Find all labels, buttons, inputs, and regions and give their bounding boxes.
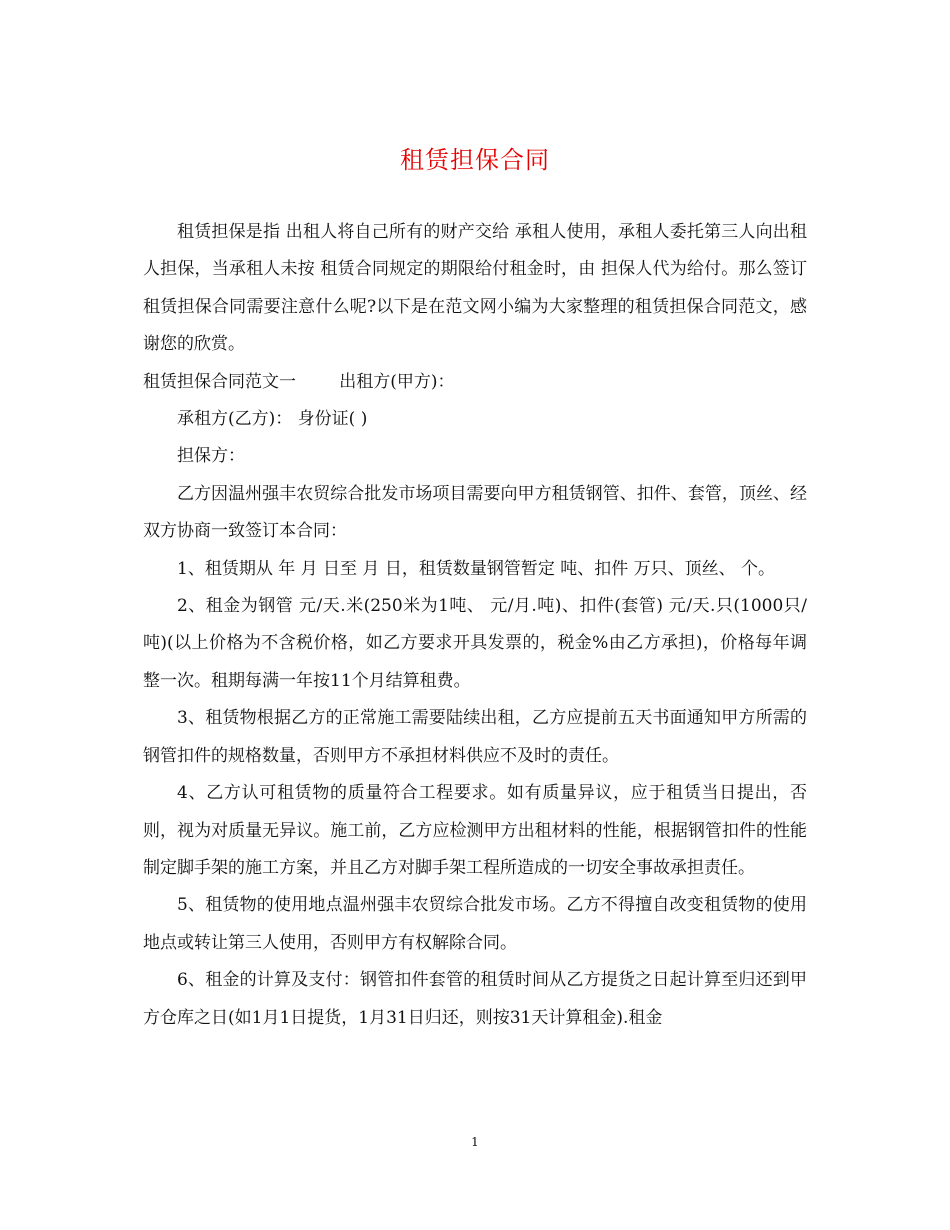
- clause-3: 3、租赁物根据乙方的正常施工需要陆续出租，乙方应提前五天书面通知甲方所需的钢管扣件的规格数量，否则甲方不承担材料供应不及时的责任。: [143, 708, 807, 766]
- clause-5: 5、租赁物的使用地点温州强丰农贸综合批发市场。乙方不得擅自改变租赁物的使用地点或转让第三人使用，否则甲方有权解除合同。: [143, 895, 807, 953]
- clause-2: 2、租金为钢管 元/天.米(250米为1吨、 元/月.吨)、扣件(套管) 元/天.只(1000只/吨)(以上价格为不含税价格，如乙方要求开具发票的，税金%由乙方承担)，价格每年调整一次。租期每满一年按11个月结算租费。: [143, 596, 807, 691]
- party-heading-row: [143, 364, 807, 401]
- clause-4: 4、乙方认可租赁物的质量符合工程要求。如有质量异议，应于租赁当日提出，否则，视为对质量无异议。施工前，乙方应检测甲方出租材料的性能，根据钢管扣件的性能制定脚手架的施工方案，并且乙方对脚手架工程所造成的一切安全事故承担责任。: [143, 783, 807, 878]
- clause-1: 1、租赁期从 年 月 日至 月 日，租赁数量钢管暂定 吨、扣件 万只、顶丝、 个。: [177, 558, 776, 579]
- preamble-paragraph: 乙方因温州强丰农贸综合批发市场项目需要向甲方租赁钢管、扣件、套管，顶丝、经双方协商一致签订本合同：: [143, 483, 807, 542]
- document-body: [143, 214, 807, 1037]
- guarantor-label: 担保方：: [177, 446, 245, 467]
- lessor-label: 出租方(甲方)：: [339, 371, 455, 392]
- lessee-label: 承租方(乙方)： 身份证( ): [177, 409, 368, 430]
- clause-6: 6、租金的计算及支付：钢管扣件套管的租赁时间从乙方提货之日起计算至归还到甲方仓库之日(如1月1日提货，1月31日归还，则按31天计算租金).租金: [143, 970, 807, 1028]
- intro-paragraph: 租赁担保是指 出租人将自己所有的财产交给 承租人使用，承租人委托第三人向出租人担保，当承租人未按 租赁合同规定的期限给付租金时，由 担保人代为给付。那么签订租赁担保合同需要注意什么呢?以下是在范文网小编为大家整理的租赁担保合同范文，感谢您的欣赏。: [143, 222, 807, 355]
- page-number: 1: [471, 1135, 479, 1149]
- document-title: 租赁担保合同: [400, 146, 550, 174]
- sample-heading: 租赁担保合同范文一: [143, 371, 296, 392]
